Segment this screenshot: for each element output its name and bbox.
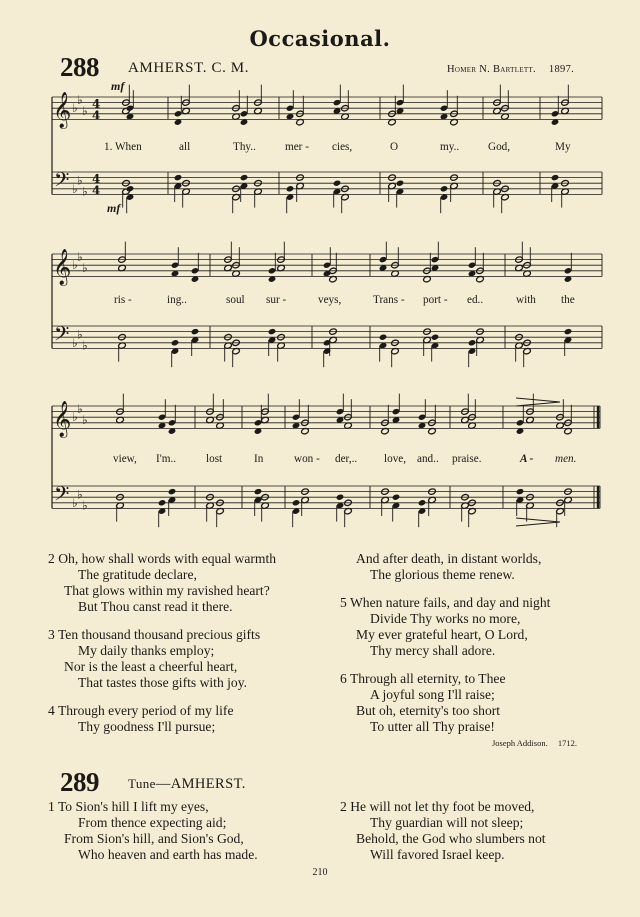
- verse-number: 2: [48, 551, 55, 566]
- verse-line: Thy guardian will not sleep;: [370, 815, 524, 830]
- note-head: [379, 334, 388, 341]
- lyric-syllable: ed..: [467, 294, 484, 306]
- treble-clef-icon: 𝄞: [53, 249, 72, 285]
- lyric-syllable: praise.: [452, 453, 482, 465]
- verse-number: 5: [340, 595, 347, 610]
- flat-sign-icon: ♭: [77, 173, 83, 188]
- flat-sign-icon: ♭: [82, 261, 88, 275]
- note-head: [254, 488, 263, 495]
- note-head: [292, 499, 301, 506]
- verse-line: Divide Thy works no more,: [370, 611, 521, 626]
- lyric-syllable: I'm..: [156, 453, 177, 465]
- flat-sign-icon: ♭: [77, 327, 83, 342]
- hymn-number-289: 289: [60, 767, 99, 797]
- lyric-syllable: all: [179, 141, 191, 153]
- hymn-number-288: 288: [60, 52, 99, 82]
- verse-line: But Thou canst read it there.: [78, 599, 233, 614]
- verse-line: And after death, in distant worlds,: [356, 551, 542, 566]
- note-head: [168, 488, 177, 495]
- flat-sign-icon: ♭: [77, 487, 83, 502]
- verse-number: 1: [48, 799, 55, 814]
- verse-line: [48, 627, 348, 643]
- verse-line: [340, 595, 635, 611]
- lyric-syllable: the: [561, 294, 575, 306]
- flat-sign-icon: ♭: [72, 258, 78, 273]
- flat-sign-icon: ♭: [77, 249, 83, 264]
- bass-clef-icon: 𝄢: [54, 168, 70, 196]
- flat-sign-icon: ♭: [72, 335, 78, 350]
- note-head: [418, 499, 427, 506]
- flat-sign-icon: ♭: [77, 92, 83, 107]
- lyric-syllable: Trans -: [373, 294, 405, 306]
- verse-text: To Sion's hill I lift my eyes,: [57, 799, 209, 814]
- bass-clef-icon: 𝄢: [54, 482, 70, 510]
- lyric-syllable: O: [390, 141, 399, 153]
- time-signature-top: 4: [92, 97, 101, 111]
- flat-sign-icon: ♭: [82, 184, 88, 199]
- composer-year: 1897.: [548, 64, 575, 75]
- note-head: [174, 174, 183, 181]
- verse-text: When nature fails, and day and night: [349, 595, 551, 610]
- lyric-syllable: sur -: [266, 294, 287, 306]
- verse-text: Through every period of my life: [57, 703, 234, 718]
- lyric-syllable: lost: [206, 453, 223, 465]
- note-head: [286, 185, 295, 192]
- flat-sign-icon: ♭: [82, 338, 88, 353]
- decrescendo-hairpin: [516, 398, 560, 406]
- verse-text: Ten thousand thousand precious gifts: [57, 627, 261, 642]
- flat-sign-icon: ♭: [77, 401, 83, 416]
- lyric-syllable: In: [254, 453, 264, 465]
- verse-text: Oh, how shall words with equal warmth: [58, 551, 277, 566]
- note-head: [171, 339, 180, 346]
- dynamic-mf-top: mf: [111, 79, 125, 93]
- verse-4: [48, 703, 348, 735]
- note-head: [516, 488, 525, 495]
- tune-name: AMHERST. C. M.: [128, 60, 250, 76]
- time-signature-bottom: 4: [92, 183, 101, 198]
- lyric-syllable: my..: [440, 141, 460, 153]
- note-head: [440, 185, 449, 192]
- lyric-syllable: with: [516, 294, 536, 306]
- verse-line: Nor is the least a cheerful heart,: [64, 659, 238, 674]
- author-year: 1712.: [557, 738, 577, 748]
- lyric-syllable: soul: [226, 294, 245, 306]
- note-head: [392, 494, 401, 501]
- amen-syllable: A -: [520, 453, 534, 465]
- verse-line: From thence expecting aid;: [78, 815, 227, 830]
- verses-left-column: [48, 551, 348, 735]
- verse-line: To utter all Thy praise!: [370, 719, 495, 734]
- hymn-289-verse-2: [340, 799, 635, 863]
- verse-line: Who heaven and earth has made.: [78, 847, 258, 862]
- verse-line: But oh, eternity's too short: [356, 703, 501, 718]
- tune-name-289: —AMHERST.: [155, 776, 246, 792]
- lyric-syllable: won -: [294, 453, 320, 465]
- flat-sign-icon: ♭: [82, 104, 88, 118]
- note-head: [396, 180, 405, 187]
- lyric-syllable: 1. When: [104, 141, 142, 153]
- verse-line: The gratitude declare,: [78, 567, 197, 582]
- verse-line: The glorious theme renew.: [370, 567, 515, 582]
- verse-line: [340, 799, 635, 815]
- dynamic-mf-bottom: mf: [107, 201, 121, 215]
- note-head: [564, 328, 573, 335]
- lyric-syllable: My: [555, 141, 571, 153]
- lyric-syllable: Thy..: [233, 141, 256, 153]
- verse-line: That glows within my ravished heart?: [64, 583, 270, 598]
- flat-sign-icon: ♭: [72, 410, 78, 425]
- lyric-syllable: ing..: [167, 294, 187, 306]
- verse-number: 2: [340, 799, 347, 814]
- decrescendo-hairpin: [516, 518, 560, 526]
- lyric-syllable: port -: [423, 294, 448, 306]
- section-title: Occasional.: [249, 26, 391, 51]
- page-number: 210: [312, 867, 328, 878]
- lyric-syllable: love,: [384, 453, 407, 465]
- verse-number: 4: [48, 703, 55, 718]
- verse-text: He will not let thy foot be moved,: [350, 799, 535, 814]
- treble-clef-icon: 𝄞: [53, 92, 72, 128]
- verse-line: From Sion's hill, and Sion's God,: [64, 831, 244, 846]
- lyric-syllable: der,..: [335, 453, 358, 465]
- flat-sign-icon: ♭: [72, 181, 78, 196]
- flat-sign-icon: ♭: [72, 101, 78, 116]
- lyric-syllable: veys,: [318, 294, 342, 306]
- lyric-syllable: God,: [488, 141, 511, 153]
- note-head: [551, 174, 560, 181]
- verse-line: My daily thanks employ;: [78, 643, 215, 658]
- note-head: [333, 180, 342, 187]
- lyric-syllable: cies,: [332, 141, 353, 153]
- note-head: [268, 328, 277, 335]
- verse-line: Thy goodness I'll pursue;: [78, 719, 216, 734]
- flat-sign-icon: ♭: [82, 498, 88, 513]
- lyric-syllable: and..: [417, 453, 439, 465]
- time-signature-top: 4: [92, 172, 101, 186]
- note-head: [431, 334, 440, 341]
- note-head: [468, 339, 477, 346]
- verse-line: [48, 703, 348, 719]
- note-head: [336, 494, 345, 501]
- verses-right-column: [340, 551, 635, 748]
- verse-line: My ever grateful heart, O Lord,: [356, 627, 528, 642]
- verse-text: Through all eternity, to Thee: [349, 671, 506, 686]
- verse-line: [48, 799, 348, 815]
- verse-line: [340, 671, 635, 687]
- treble-clef-icon: 𝄞: [53, 401, 72, 437]
- composer-name: Homer N. Bartlett.: [447, 64, 536, 75]
- author-credit: [340, 738, 635, 748]
- note-head: [240, 174, 249, 181]
- verse-number: 6: [340, 671, 347, 686]
- verse-6: [340, 671, 635, 735]
- lyric-syllable: ris -: [114, 294, 132, 306]
- verse-number: 3: [48, 627, 55, 642]
- flat-sign-icon: ♭: [72, 495, 78, 510]
- lyric-syllable: view,: [113, 453, 137, 465]
- tune-prefix: Tune: [128, 776, 156, 791]
- amen-syllable: men.: [555, 453, 577, 465]
- verse-line: Thy mercy shall adore.: [370, 643, 496, 658]
- verse-5: [340, 595, 635, 659]
- verse-3: [48, 627, 348, 691]
- lyric-syllable: mer -: [285, 141, 309, 153]
- verse-line: [48, 551, 348, 567]
- verse-line: Will favored Israel keep.: [370, 847, 505, 862]
- verse-2: [48, 551, 348, 615]
- hymn-289-verse-1: [48, 799, 348, 863]
- tune-reference: [128, 776, 246, 793]
- note-head: [158, 499, 167, 506]
- author-name: Joseph Addison.: [492, 738, 548, 748]
- bass-clef-icon: 𝄢: [54, 322, 70, 350]
- verse-line: Behold, the God who slumbers not: [356, 831, 546, 846]
- flat-sign-icon: ♭: [82, 413, 88, 427]
- note-head: [191, 328, 200, 335]
- verse-line: That tastes those gifts with joy.: [78, 675, 248, 690]
- time-signature-bottom: 4: [92, 108, 101, 123]
- verse-4-continued: [340, 551, 635, 583]
- verse-line: A joyful song I'll raise;: [370, 687, 495, 702]
